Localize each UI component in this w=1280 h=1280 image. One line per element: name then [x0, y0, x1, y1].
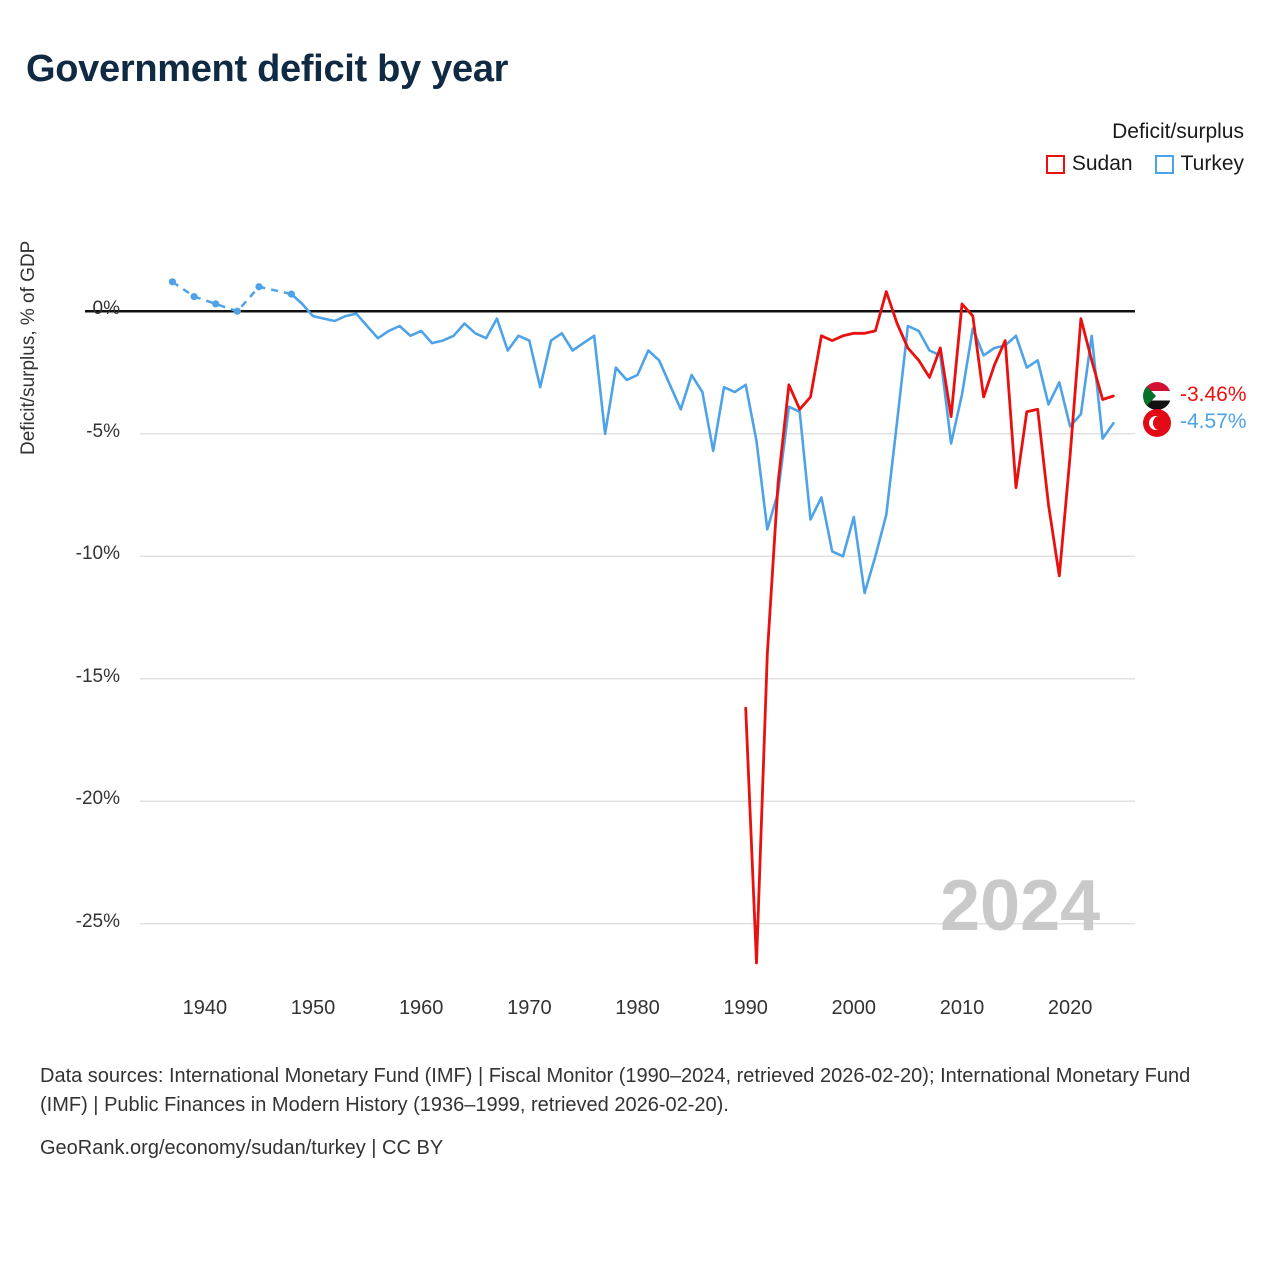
- y-tick-label: 0%: [92, 298, 120, 320]
- sudan-flag-icon: [1143, 382, 1171, 410]
- x-tick-label: 2000: [831, 997, 877, 1019]
- attribution-text[interactable]: GeoRank.org/economy/sudan/turkey | CC BY: [40, 1137, 444, 1159]
- y-tick-label: -20%: [75, 788, 120, 810]
- legend-label-sudan: Sudan: [1071, 152, 1133, 175]
- watermark-year: 2024: [940, 866, 1101, 946]
- x-tick-label: 2010: [939, 997, 985, 1019]
- y-tick-label: -25%: [75, 910, 120, 932]
- x-tick-label: 2020: [1047, 997, 1093, 1019]
- x-tick-label: 1970: [507, 997, 552, 1019]
- x-tick-label: 1940: [182, 997, 228, 1019]
- legend-title: Deficit/surplus: [1112, 120, 1244, 143]
- legend-label-turkey: Turkey: [1180, 152, 1244, 175]
- data-sources-text: Data sources: International Monetary Fund (IMF) | Fiscal Monitor (1990–2024, retrieved 2026-02-20); International Monetary Fund (IMF) | Public Finances in Modern History (1936–1999, retrieved 2026-02-20).: [40, 1065, 1191, 1116]
- y-axis-label: Deficit/surplus, % of GDP: [18, 240, 39, 455]
- y-tick-label: -5%: [86, 420, 120, 442]
- series-end-value: -4.57%: [1180, 410, 1247, 434]
- series-end-value: -3.46%: [1180, 383, 1247, 407]
- x-tick-label: 1950: [290, 997, 336, 1019]
- y-tick-label: -10%: [75, 543, 120, 565]
- y-tick-label: -15%: [75, 665, 120, 687]
- page-title: Government deficit by year: [26, 48, 509, 90]
- x-tick-label: 1960: [398, 997, 444, 1019]
- x-tick-label: 1980: [615, 997, 660, 1019]
- footer: [40, 1062, 1240, 1163]
- x-tick-label: 1990: [723, 997, 768, 1019]
- turkey-flag-icon: [1143, 409, 1171, 437]
